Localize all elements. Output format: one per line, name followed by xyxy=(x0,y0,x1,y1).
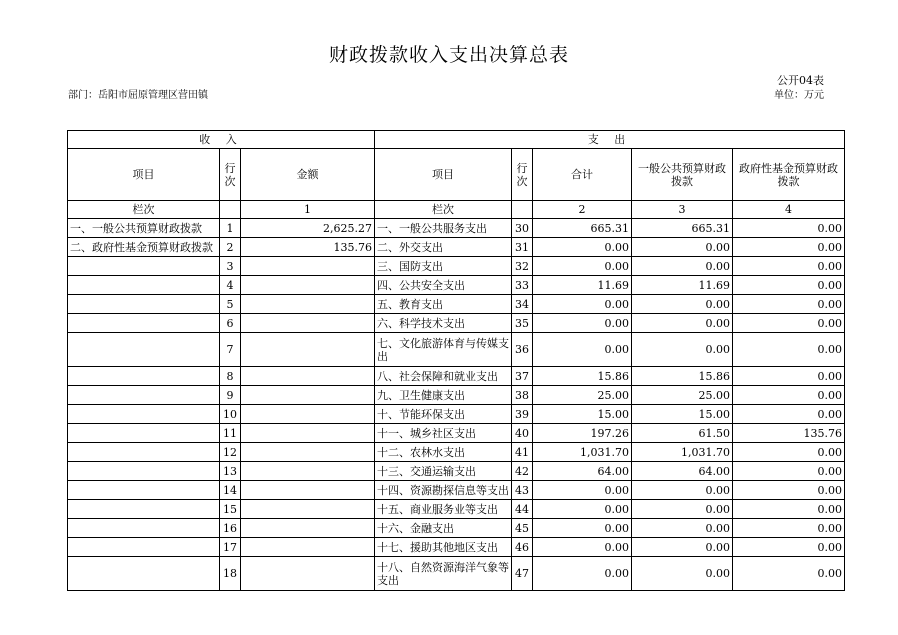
expense-line-cell: 35 xyxy=(512,314,533,333)
unit-label: 单位：万元 xyxy=(774,90,824,101)
table-row xyxy=(68,386,845,405)
general-budget-cell: 0.00 xyxy=(632,481,733,500)
income-item-cell xyxy=(68,333,220,367)
total-cell: 0.00 xyxy=(533,557,632,591)
expense-line-cell: 44 xyxy=(512,500,533,519)
income-line-cell: 5 xyxy=(220,295,241,314)
fund-budget-header: 政府性基金预算财政拨款 xyxy=(733,149,845,201)
header-row-columns xyxy=(68,149,845,201)
fund-budget-cell: 0.00 xyxy=(733,386,845,405)
income-line-cell: 16 xyxy=(220,519,241,538)
income-item-cell xyxy=(68,367,220,386)
general-budget-cell: 0.00 xyxy=(632,238,733,257)
income-line-cell: 4 xyxy=(220,276,241,295)
general-budget-cell: 15.86 xyxy=(632,367,733,386)
fund-budget-cell: 0.00 xyxy=(733,295,845,314)
fund-budget-cell: 0.00 xyxy=(733,443,845,462)
general-budget-cell: 665.31 xyxy=(632,219,733,238)
income-amount-cell xyxy=(241,538,375,557)
income-item-cell xyxy=(68,314,220,333)
income-amount-cell xyxy=(241,386,375,405)
income-item-cell xyxy=(68,462,220,481)
table-row xyxy=(68,333,845,367)
general-budget-cell: 0.00 xyxy=(632,257,733,276)
col-number-4: 4 xyxy=(733,201,845,219)
expense-item-cell: 十七、援助其他地区支出 xyxy=(375,538,512,557)
fund-budget-cell: 0.00 xyxy=(733,314,845,333)
income-amount-cell xyxy=(241,367,375,386)
general-budget-cell: 1,031.70 xyxy=(632,443,733,462)
table-row xyxy=(68,481,845,500)
income-amount-cell xyxy=(241,500,375,519)
income-line-header: 行次 xyxy=(220,149,241,201)
fund-budget-cell: 0.00 xyxy=(733,538,845,557)
income-line-cell: 12 xyxy=(220,443,241,462)
expense-line-header: 行次 xyxy=(512,149,533,201)
total-cell: 0.00 xyxy=(533,257,632,276)
income-item-cell xyxy=(68,538,220,557)
expense-line-cell: 41 xyxy=(512,443,533,462)
general-budget-cell: 61.50 xyxy=(632,424,733,443)
table-row xyxy=(68,276,845,295)
expense-item-cell: 六、科学技术支出 xyxy=(375,314,512,333)
general-budget-cell: 11.69 xyxy=(632,276,733,295)
fund-budget-cell: 0.00 xyxy=(733,462,845,481)
income-amount-cell xyxy=(241,462,375,481)
income-amount-cell xyxy=(241,481,375,500)
expense-line-cell: 30 xyxy=(512,219,533,238)
fund-budget-cell: 0.00 xyxy=(733,276,845,295)
income-line-cell: 8 xyxy=(220,367,241,386)
expense-line-cell: 34 xyxy=(512,295,533,314)
expense-line-cell: 46 xyxy=(512,538,533,557)
expense-item-cell: 八、社会保障和就业支出 xyxy=(375,367,512,386)
table-row xyxy=(68,295,845,314)
income-line-cell: 1 xyxy=(220,219,241,238)
expense-item-header: 项目 xyxy=(375,149,512,201)
general-budget-cell: 0.00 xyxy=(632,500,733,519)
general-budget-cell: 0.00 xyxy=(632,295,733,314)
fund-budget-cell: 0.00 xyxy=(733,257,845,276)
table-row xyxy=(68,538,845,557)
general-budget-cell: 64.00 xyxy=(632,462,733,481)
expense-item-cell: 十四、资源勘探信息等支出 xyxy=(375,481,512,500)
general-budget-cell: 0.00 xyxy=(632,333,733,367)
income-item-cell xyxy=(68,424,220,443)
col-number-2: 2 xyxy=(533,201,632,219)
column-number-row xyxy=(68,201,845,219)
total-cell: 15.86 xyxy=(533,367,632,386)
income-line-cell: 3 xyxy=(220,257,241,276)
income-header: 收 入 xyxy=(68,131,375,149)
expense-item-cell: 九、卫生健康支出 xyxy=(375,386,512,405)
header-row-group xyxy=(68,131,845,149)
general-budget-cell: 25.00 xyxy=(632,386,733,405)
income-item-cell: 一、一般公共预算财政拨款 xyxy=(68,219,220,238)
income-amount-cell xyxy=(241,257,375,276)
income-amount-cell xyxy=(241,276,375,295)
total-cell: 0.00 xyxy=(533,295,632,314)
income-item-cell xyxy=(68,500,220,519)
income-amount-cell xyxy=(241,424,375,443)
expense-item-cell: 十一、城乡社区支出 xyxy=(375,424,512,443)
expense-line-cell: 38 xyxy=(512,386,533,405)
total-cell: 665.31 xyxy=(533,219,632,238)
general-budget-header: 一般公共预算财政拨款 xyxy=(632,149,733,201)
income-amount-cell xyxy=(241,314,375,333)
income-item-cell xyxy=(68,386,220,405)
general-budget-cell: 0.00 xyxy=(632,557,733,591)
general-budget-cell: 15.00 xyxy=(632,405,733,424)
total-cell: 0.00 xyxy=(533,238,632,257)
table-row xyxy=(68,443,845,462)
income-item-cell xyxy=(68,276,220,295)
expense-item-cell: 四、公共安全支出 xyxy=(375,276,512,295)
expense-line-cell: 43 xyxy=(512,481,533,500)
total-cell: 0.00 xyxy=(533,538,632,557)
expense-line-cell: 39 xyxy=(512,405,533,424)
department-label: 部门：岳阳市屈原管理区营田镇 xyxy=(68,90,208,101)
col-label-expense: 栏次 xyxy=(375,201,512,219)
total-cell: 0.00 xyxy=(533,500,632,519)
table-row xyxy=(68,314,845,333)
table-row xyxy=(68,462,845,481)
general-budget-cell: 0.00 xyxy=(632,538,733,557)
total-header: 合计 xyxy=(533,149,632,201)
expense-line-cell: 37 xyxy=(512,367,533,386)
income-item-cell xyxy=(68,405,220,424)
expense-line-cell: 45 xyxy=(512,519,533,538)
fund-budget-cell: 0.00 xyxy=(733,333,845,367)
fund-budget-cell: 0.00 xyxy=(733,481,845,500)
income-amount-cell xyxy=(241,557,375,591)
table-row xyxy=(68,424,845,443)
income-amount-cell xyxy=(241,519,375,538)
expense-item-cell: 十二、农林水支出 xyxy=(375,443,512,462)
income-amount-cell xyxy=(241,295,375,314)
income-line-cell: 11 xyxy=(220,424,241,443)
expense-line-cell: 33 xyxy=(512,276,533,295)
expense-line-cell: 31 xyxy=(512,238,533,257)
income-line-cell: 6 xyxy=(220,314,241,333)
table-row xyxy=(68,257,845,276)
expense-item-cell: 二、外交支出 xyxy=(375,238,512,257)
fund-budget-cell: 0.00 xyxy=(733,405,845,424)
income-line-cell: 2 xyxy=(220,238,241,257)
expense-line-cell: 32 xyxy=(512,257,533,276)
expense-item-cell: 十六、金融支出 xyxy=(375,519,512,538)
total-cell: 15.00 xyxy=(533,405,632,424)
total-cell: 64.00 xyxy=(533,462,632,481)
income-amount-cell: 2,625.27 xyxy=(241,219,375,238)
total-cell: 11.69 xyxy=(533,276,632,295)
col-number-1: 1 xyxy=(241,201,375,219)
expense-item-cell: 七、文化旅游体育与传媒支出 xyxy=(375,333,512,367)
fund-budget-cell: 0.00 xyxy=(733,219,845,238)
expense-header: 支 出 xyxy=(375,131,845,149)
total-cell: 0.00 xyxy=(533,519,632,538)
expense-item-cell: 十五、商业服务业等支出 xyxy=(375,500,512,519)
total-cell: 1,031.70 xyxy=(533,443,632,462)
expense-line-cell: 40 xyxy=(512,424,533,443)
income-line-cell: 17 xyxy=(220,538,241,557)
income-item-cell xyxy=(68,295,220,314)
table-row xyxy=(68,500,845,519)
income-amount-cell xyxy=(241,333,375,367)
expense-item-cell: 十三、交通运输支出 xyxy=(375,462,512,481)
income-amount-cell xyxy=(241,405,375,424)
income-item-cell xyxy=(68,557,220,591)
income-line-cell: 18 xyxy=(220,557,241,591)
income-amount-cell xyxy=(241,443,375,462)
income-line-cell: 13 xyxy=(220,462,241,481)
form-code: 公开04表 xyxy=(777,74,824,87)
income-item-cell xyxy=(68,481,220,500)
general-budget-cell: 0.00 xyxy=(632,519,733,538)
income-amount-header: 金额 xyxy=(241,149,375,201)
fund-budget-cell: 0.00 xyxy=(733,238,845,257)
table-row xyxy=(68,405,845,424)
total-cell: 0.00 xyxy=(533,314,632,333)
income-line-cell: 10 xyxy=(220,405,241,424)
income-line-cell: 14 xyxy=(220,481,241,500)
income-item-cell: 二、政府性基金预算财政拨款 xyxy=(68,238,220,257)
income-item-cell xyxy=(68,519,220,538)
income-item-cell xyxy=(68,443,220,462)
total-cell: 0.00 xyxy=(533,333,632,367)
expense-item-cell: 五、教育支出 xyxy=(375,295,512,314)
income-item-cell xyxy=(68,257,220,276)
general-budget-cell: 0.00 xyxy=(632,314,733,333)
expense-line-cell: 47 xyxy=(512,557,533,591)
income-line-cell: 7 xyxy=(220,333,241,367)
table-row xyxy=(68,367,845,386)
income-item-header: 项目 xyxy=(68,149,220,201)
total-cell: 0.00 xyxy=(533,481,632,500)
fund-budget-cell: 0.00 xyxy=(733,519,845,538)
fund-budget-cell: 135.76 xyxy=(733,424,845,443)
summary-table xyxy=(67,130,845,591)
expense-item-cell: 十、节能环保支出 xyxy=(375,405,512,424)
col-number-3: 3 xyxy=(632,201,733,219)
total-cell: 25.00 xyxy=(533,386,632,405)
fund-budget-cell: 0.00 xyxy=(733,500,845,519)
income-line-cell: 9 xyxy=(220,386,241,405)
fund-budget-cell: 0.00 xyxy=(733,367,845,386)
table-row xyxy=(68,557,845,591)
table-row xyxy=(68,238,845,257)
col-label-income: 栏次 xyxy=(68,201,220,219)
total-cell: 197.26 xyxy=(533,424,632,443)
table-row xyxy=(68,519,845,538)
expense-item-cell: 一、一般公共服务支出 xyxy=(375,219,512,238)
expense-item-cell: 十八、自然资源海洋气象等支出 xyxy=(375,557,512,591)
expense-line-cell: 36 xyxy=(512,333,533,367)
fund-budget-cell: 0.00 xyxy=(733,557,845,591)
income-amount-cell: 135.76 xyxy=(241,238,375,257)
income-line-cell: 15 xyxy=(220,500,241,519)
expense-item-cell: 三、国防支出 xyxy=(375,257,512,276)
table-row xyxy=(68,219,845,238)
report-title: 财政拨款收入支出决算总表 xyxy=(328,44,569,66)
expense-line-cell: 42 xyxy=(512,462,533,481)
